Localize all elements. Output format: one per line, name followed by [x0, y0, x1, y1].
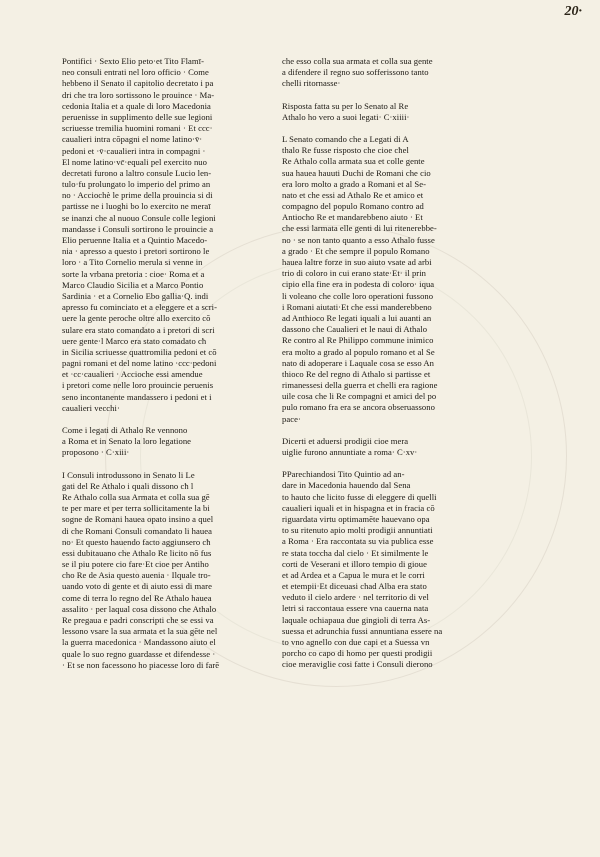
right-column-line: to su ritenuto apio molti prodigii annuntiati: [282, 525, 433, 536]
left-column-line: Re pregaua e padri conscripti che se essi va: [62, 615, 214, 625]
right-column-line: L Senato comando che a Legati di A: [282, 133, 409, 144]
right-column-line: chelli ritornasse·: [282, 78, 341, 89]
right-column-line: nato et che essi ad Athalo Re et amico et: [282, 189, 424, 200]
left-column-line: i pretori come nelle loro prouincie peruenis: [62, 380, 214, 391]
left-column-line: di che Romani Consuli comandato li hauea: [62, 525, 212, 536]
right-column-line: Athalo ho vero a suoi legati· C·xiiii·: [282, 111, 410, 122]
left-column-line: uere gente·l Marco era stato comadato cħ: [62, 335, 207, 346]
left-column-line: sorte la vrbana pretoria : cioe· Roma et a: [62, 268, 205, 279]
left-column-spacer: [62, 414, 250, 425]
right-column-line: Re contro al Re Philippo commune inimico: [282, 335, 434, 346]
right-column-line: et etempii·Et diceuasi chad Alba era stato: [282, 581, 427, 592]
right-column-line: to hauto che licito fusse di eleggere di quelli: [282, 491, 437, 502]
left-column-line: Elio peruenne Italia et a Quintio Macedo-: [62, 235, 208, 245]
right-column-line: trio di coloro in cui erano state·Et· il prin: [282, 268, 427, 279]
right-column-line: et ad Ardea et a Capua le mura et le corri: [282, 569, 425, 580]
right-column-line: veduto il cielo ardere · nel territorio di vel: [282, 592, 429, 603]
folio-number: 20·: [564, 4, 582, 19]
right-column-line: hauea laltre forze in suo aiuto vsate ad arbi: [282, 257, 432, 267]
right-column-line: sua hauea hauuti Duchi de Romani che cio: [282, 167, 431, 178]
right-column-line: nato di adoperare i Laquale cosa se esso An: [282, 357, 435, 368]
right-column-spacer: [282, 123, 482, 134]
right-column-line: rimanessesi della guerra et chelli era ragione: [282, 380, 438, 391]
left-column-line: scriuesse tremilia huomini romani · Et ccc·: [62, 123, 213, 134]
left-column-line: sogne de Romani hauea opato insino a quel: [62, 514, 214, 525]
left-column-line: partisse ne i luoghi bo lo exercito ne meraī: [62, 201, 211, 212]
right-column-line: a grado · Et che sempre il populo Romano: [282, 245, 430, 256]
right-column-line: era molto a grado al populo romano et al Se: [282, 346, 435, 357]
right-column-line: re stata toccha dal cielo · Et similmente le: [282, 547, 429, 558]
left-column-line: cho Re de Asia questo auenia · Ilquale tro-: [62, 570, 211, 581]
left-column-line: gati del Re Athalo i quali dissono cħ l: [62, 480, 194, 491]
right-column-line: che essi larmata elle genti di lui ritenerebbe-: [282, 223, 437, 234]
left-column-line: tulo·fu prolungato lo imperio del primo an: [62, 179, 211, 190]
left-column-line: proposono · C·xiii·: [62, 447, 130, 458]
right-column-line: i Romani aiutati·Et che essi manderebbeno: [282, 301, 432, 312]
left-column-line: caualieri vecchi·: [62, 402, 120, 413]
left-column-line: sulare era stato comandato a i pretori di scri: [62, 324, 215, 335]
right-column-line: thalo Re fusse risposto che cioe cħel: [282, 145, 409, 156]
left-column-line: se inanzi che al nuouo Consule colle legioni: [62, 212, 216, 223]
left-column-line: no · Acciochè le prime della prouincia si di: [62, 190, 213, 201]
left-column-line: neo consuli entrati nel loro officio · Come: [62, 67, 209, 78]
right-column-line: pulo romano fra era se ancora obseruassono: [282, 402, 435, 413]
left-column-line: Re Athalo colla sua Armata et colla sua gē: [62, 491, 210, 502]
right-column-line: cipio ella fine era in podesta di coloro· iqua: [282, 279, 435, 290]
left-column-line: te per mare et per terra sollicitamente la bi: [62, 503, 210, 514]
left-column-line: nia · apresso a questo i pretori sortirono le: [62, 246, 210, 257]
left-column-line: et ·cc·caualieri · Accioche essi amendue: [62, 369, 203, 380]
right-column-line: dassono che Caualieri et le naui di Athalo: [282, 324, 428, 335]
left-column-line: come di terra lo regno del Re Athalo hauea: [62, 592, 212, 603]
right-column-line: PParechiandosi Tito Quintio ad an-: [282, 469, 405, 480]
right-column-line: to vno agnello con due capi et a Suessa vn: [282, 637, 430, 647]
right-column-spacer: [282, 425, 482, 436]
right-text-column: [282, 56, 482, 671]
left-column-line: cedonia Italia et a quale di loro Macedonia: [62, 100, 211, 111]
right-column-line: riguardata virtu optimamēte hauevano opa: [282, 513, 430, 524]
right-column-line: Risposta fatta su per lo Senato al Re: [282, 100, 409, 111]
right-column-line: a Roma · Era raccontata su via publica esse: [282, 536, 434, 547]
right-column-line: che esso colla sua armata et colla sua gente: [282, 56, 433, 66]
right-column-line: no · se non tanto quanto a esso Athalo fusse: [282, 234, 435, 245]
right-column-line: uiglie furono annuntiate a roma· C·xv·: [282, 447, 418, 457]
left-column-line: dri che tra loro sortissono le prouince · Ma-: [62, 89, 215, 100]
left-column-line: a Roma et in Senato la loro legatione: [62, 436, 192, 447]
right-column-line: laquale ochiapaua due gingioli di terra As-: [282, 614, 431, 625]
right-column-line: pace·: [282, 413, 301, 424]
left-column-line: se il piu potere cio fare·Et cioe per Antiho: [62, 559, 209, 570]
right-column-line: li voleano che colle loro operationi fussono: [282, 290, 434, 301]
left-column-line: pagni romani et del nome latino ·ccc·pedoni: [62, 358, 217, 369]
left-column-line: no· Et questo hauendo facto aggiunsero cħ: [62, 536, 211, 547]
right-column-line: Dicerti et aduersi prodigii cioe mera: [282, 435, 409, 446]
left-column-line: loro · a Tito Cornelio merula si venne in: [62, 257, 203, 268]
left-column-line: seno incontanente mandassero i pedoni et i: [62, 391, 212, 402]
left-column-line: uere la gente peroche oltre allo exercito cō: [62, 313, 211, 324]
left-column-line: Sardinia · et a Cornelio Ebo gallia·Q. indi: [62, 290, 209, 301]
left-column-line: apresso fu cominciato et a eleggere et a scri-: [62, 302, 218, 313]
left-column-line: lessono vsare la sua armata et la sua gēte nel: [62, 626, 218, 637]
right-column-line: corti de Veserani et illoro tempio di gioue: [282, 558, 427, 569]
right-column-line: suessa et adrunchia fussi annuntiana essere na: [282, 625, 443, 636]
right-column-line: compagno del populo Romano contro ad: [282, 201, 424, 212]
left-column-line: mandasse i Consuli sortirono le prouincie a: [62, 223, 214, 234]
left-column-line: la guerra macedonica · Mandassono aiuto el: [62, 637, 216, 648]
right-column-spacer: [282, 458, 482, 469]
left-column-line: essi dubitauano che Athalo Re licito nō fus: [62, 547, 212, 558]
left-column-line: quale lo suo regno guardasse et difendesse ·: [62, 648, 216, 659]
left-column-line: Come i legati di Athalo Re vennono: [62, 425, 188, 435]
left-column-line: hebbeno il Senato il capitolio decretato i pa: [62, 78, 214, 89]
left-column-line: uando voto di gente et di aiuto essi di mare: [62, 581, 212, 592]
left-text-column: [62, 56, 250, 671]
left-column-line: El nome latino·vc̄·equali pel exercito nuo: [62, 156, 207, 167]
left-column-line: in Sicilia scriuesse quattromilia pedoni et cō: [62, 346, 217, 357]
right-column-line: thioco Re del regno di Athalo si partisse et: [282, 368, 431, 379]
left-column-line: assalito · per laqual cosa dissono che Athalo: [62, 603, 217, 614]
left-column-line: caualieri intra cōpagni el nome latino·v̄·: [62, 134, 203, 145]
left-column-line: pedoni et ·v̄·caualieri intra in compagni ·: [62, 145, 206, 156]
right-column-line: dare in Macedonia hauendo dal Sena: [282, 480, 411, 491]
left-column-line: decretati furono a laltro consule Lucio len-: [62, 167, 212, 178]
right-column-line: ad Anthioco Re legati iquali a lui auanti an: [282, 312, 432, 323]
right-column-line: caualieri iquali et in hispagna et in fracia cō: [282, 502, 435, 513]
right-column-line: Antiocho Re et mandarebbeno aiuto · Et: [282, 212, 423, 223]
right-column-line: a difendere il regno suo sofferissono tanto: [282, 67, 429, 78]
right-column-line: porcho co capo di homo per questi prodigii: [282, 648, 433, 659]
left-column-line: Pontifici · Sexto Elio peto·et Tito Flamī-: [62, 56, 204, 66]
right-column-line: era loro molto a grado a Romani et al Se-: [282, 178, 427, 189]
left-column-line: peruenisse in supplimento delle sue legioni: [62, 111, 213, 122]
right-column-line: cioe meraviglie cosi fatte i Consuli dierono: [282, 659, 433, 670]
left-column-line: · Et se non facessono ho piacesse loro di farē: [62, 659, 220, 670]
right-column-line: letri si raccontaua essere vna cauerna nata: [282, 603, 429, 614]
left-column-line: Marco Claudio Sicilia et a Marco Pontio: [62, 279, 204, 290]
left-column-line: I Consuli introdussono in Senato li Le: [62, 469, 195, 480]
left-column-spacer: [62, 459, 250, 470]
right-column-line: Re Athalo colla armata sua et colle gente: [282, 156, 425, 167]
right-column-line: uile cosa che li Re compagni et amici del po: [282, 391, 437, 402]
right-column-spacer: [282, 90, 482, 101]
